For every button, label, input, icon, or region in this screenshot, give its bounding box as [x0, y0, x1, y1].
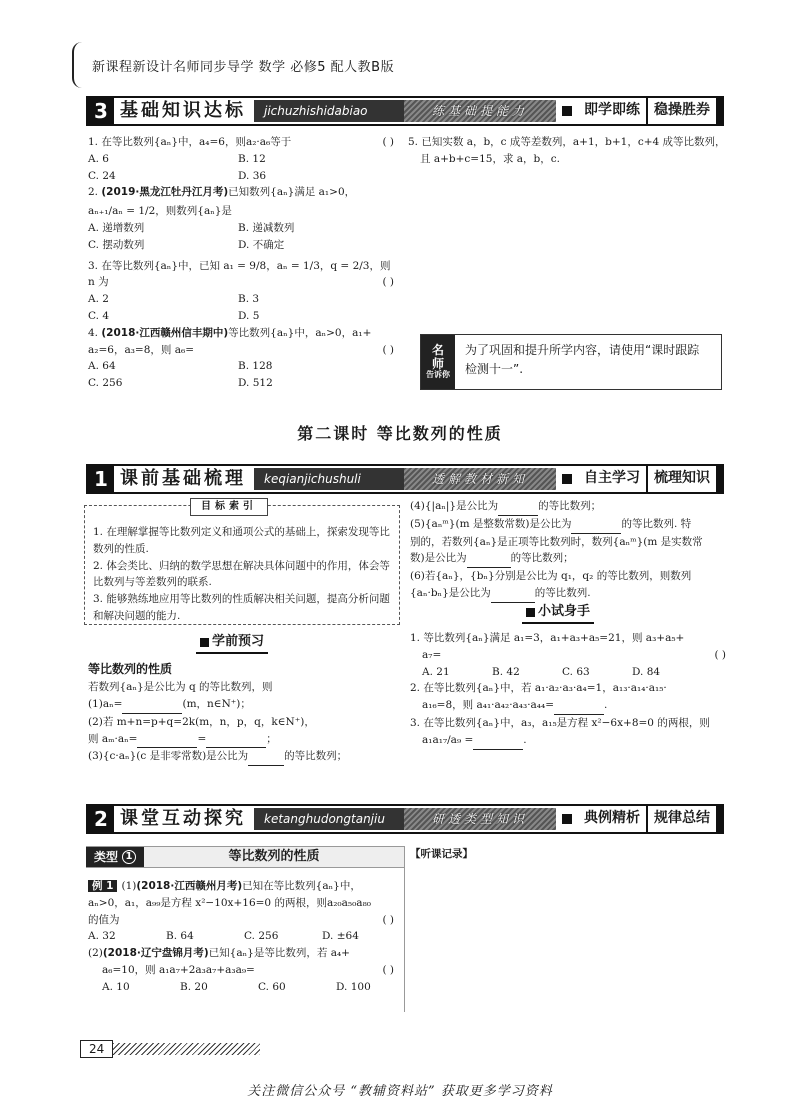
goal-item: 3. 能够熟练地应用等比数列的性质解决相关问题，提高分析问题和解决问题的能力.	[93, 593, 390, 622]
square-icon	[562, 814, 572, 824]
answer-blank	[248, 748, 284, 766]
answer-blank	[571, 516, 621, 534]
section-banner-3	[86, 96, 724, 126]
preview-heading: 学前预习	[196, 632, 268, 654]
square-icon	[562, 106, 572, 116]
footer-pattern	[113, 1043, 260, 1055]
question-2-cont: aₙ₊₁/aₙ = 1/2，则数列{aₙ}是	[88, 205, 232, 218]
square-icon	[526, 608, 535, 617]
property-5: (5){aₙᵐ}(m 是整数常数)是公比为 的等比数列. 特	[410, 516, 726, 534]
options-row: A. 递增数列 B. 递减数列	[88, 221, 295, 234]
question-source: (2019·黑龙江牡丹江月考)	[101, 186, 229, 199]
trial-heading: 小试身手	[522, 602, 594, 624]
property-4: (4){|aₙ|}是公比为 的等比数列；	[410, 498, 726, 516]
answer-blank	[206, 731, 266, 749]
header-brace	[72, 42, 86, 88]
problem-type-title: 等比数列的性质	[228, 848, 320, 864]
question-1: 1. 在等比数列{aₙ}中，a₄=6，则a₂·a₆等于 ( )	[88, 136, 394, 148]
section-title: 课堂互动探究	[120, 808, 246, 830]
preview-content	[88, 660, 398, 766]
options-row: C. 4 D. 5	[88, 309, 260, 322]
question-source: (2018·辽宁盘锦月考)	[102, 947, 209, 960]
example-1: 例 1 (1)(2018·江西赣州月考)已知在等比数列{aₙ}中， aₙ>0，a₁，a₉₉是方程 x²−10x+16=0 的两根，则a₂₀a₅₀a₈₀ 的值为 ( ) A. 32 B. 64 C. 256 D. ±64 (2)(2018·辽宁盘锦月考)已知{aₙ}是等比数列，若 a₄+ a₆=10，则 a₁a₇+2a₃a₇+a₃a₉= ( ) A. 10 B. 20 C. 60 D. 100	[88, 878, 394, 996]
banner-endbar	[716, 806, 722, 832]
page-number-bar	[80, 1040, 260, 1058]
options-row: C. 摆动数列 D. 不确定	[88, 238, 285, 251]
section-number: 3	[88, 98, 114, 124]
section-title: 基础知识达标	[120, 100, 246, 122]
section-motto: 研透类型知识	[404, 808, 556, 830]
section-pinyin: keqianjichushuli	[254, 468, 404, 490]
goal-item: 2. 体会类比、归纳的数学思想在解决具体问题中的作用，体会等比数列与等差数列的联系.	[93, 559, 390, 589]
running-header: 新课程新设计名师同步导学 数学 必修5 配人教B版	[92, 60, 395, 75]
section-tag: 自主学习	[584, 470, 640, 487]
section-number: 2	[88, 806, 114, 832]
section-banner-2	[86, 804, 724, 834]
section-motto: 透解教材新知	[404, 468, 556, 490]
preview-intro: 若数列{aₙ}是公比为 q 的等比数列，则	[88, 681, 273, 694]
options-row: A. 2 B. 3	[88, 293, 260, 306]
answer-blank	[467, 550, 511, 568]
column-divider	[404, 846, 405, 1012]
property-2: (2)若 m+n=p+q=2k(m，n，p，q，k∈N⁺)，	[88, 715, 315, 728]
footer-note: 关注微信公众号 “教辅资料站” 获取更多学习资料	[247, 1084, 553, 1099]
type-number-circle: 1	[122, 850, 136, 864]
section-tag: 梳理知识	[646, 466, 716, 492]
options-row: A. 32 B. 64 C. 256 D. ±64	[88, 930, 359, 943]
question-2: 2. (2019·黑龙江牡丹江月考)已知数列{aₙ}满足 a₁>0，	[88, 186, 356, 199]
section-tag: 典例精析	[584, 810, 640, 827]
options-row: A. 10 B. 20 C. 60 D. 100	[102, 980, 371, 993]
problem-type-tag: 类型 1	[86, 847, 144, 867]
question-4-cont: a₂=6，a₃=8，则 a₆= ( )	[88, 343, 394, 356]
lecture-notes-label: 【听课记录】	[410, 848, 473, 860]
teacher-tip-icon: 名 师 告诉你	[421, 335, 455, 389]
answer-blank	[554, 697, 604, 715]
lesson-title: 第二课时 等比数列的性质	[297, 424, 503, 443]
exercise-list	[88, 134, 394, 392]
trial-questions: 1. 等比数列{aₙ}满足 a₁=3，a₁+a₃+a₅=21，则 a₃+a₅+ a₇= ( ) A. 21 B. 42 C. 63 D. 84 2. 在等比数列{aₙ}中，若 a₁·a₂·a₃·a₄=1，a₁₃·a₁₄·a₁₅· a₁₆=8，则 a₄₁·a₄₂·a₄₃·a₄₄= . 3. 在等比数列{aₙ}中，a₃，a₁₅是方程 x²−6x+8=0 的两根，则 a₁a₁₇/a₉ = .	[410, 630, 726, 750]
question-3-cont: n 为 ( )	[88, 276, 394, 289]
options-row: C. 256 D. 512	[88, 377, 273, 390]
section-pinyin: jichuzhishidabiao	[254, 100, 404, 122]
options-row: C. 24 D. 36	[88, 169, 267, 182]
options-row: A. 64 B. 128	[88, 360, 273, 373]
example-tag: 例 1	[88, 880, 117, 892]
goals-label: 目标索引	[190, 498, 268, 516]
answer-blank	[137, 731, 197, 749]
problem-type-bar	[86, 846, 404, 868]
property-1: (1)aₙ= (m，n∈N⁺)；	[88, 696, 398, 714]
section-tag: 稳操胜券	[646, 98, 716, 124]
answer-blank	[122, 696, 182, 714]
teacher-tip-text: 为了巩固和提升所学内容，请使用“课时跟踪检测十一”.	[465, 343, 700, 377]
teacher-tip-box	[420, 334, 722, 390]
question-4: 4. (2018·江西赣州信丰期中)等比数列{aₙ}中，aₙ>0，a₁+	[88, 326, 372, 339]
preview-topic: 等比数列的性质	[88, 662, 173, 676]
answer-blank	[491, 585, 535, 603]
question-3: 3. 在等比数列{aₙ}中，已知 a₁ = 9/8，aₙ = 1/3，q = 2/3，则	[88, 259, 391, 272]
options-row: A. 6 B. 12	[88, 152, 266, 165]
page-number: 24	[80, 1040, 113, 1058]
section-pinyin: ketanghudongtanjiu	[254, 808, 404, 830]
section-tag: 即学即练	[584, 102, 640, 119]
trial-question-2: 2. 在等比数列{aₙ}中，若 a₁·a₂·a₃·a₄=1，a₁₃·a₁₄·a₁₅·	[410, 682, 667, 695]
learning-goals-box	[84, 505, 400, 625]
banner-endbar	[716, 466, 722, 492]
trial-question-1: 1. 等比数列{aₙ}满足 a₁=3，a₁+a₃+a₅=21，则 a₃+a₅+	[410, 632, 685, 644]
square-icon	[200, 638, 209, 647]
section-motto: 练基础提能力	[404, 100, 556, 122]
answer-blank	[498, 498, 538, 516]
goal-item: 1. 在理解掌握等比数列定义和通项公式的基础上，探索发现等比数列的性质.	[93, 526, 390, 555]
section-title: 课前基础梳理	[120, 468, 246, 490]
preview-content-right: (4){|aₙ|}是公比为 的等比数列； (5){aₙᵐ}(m 是整数常数)是公比为 的等比数列. 特 别的，若数列{aₙ}是正项等比数列时，数列{aₙᵐ}(m 是实数常 数)是公比为 的等比数列； (6)若{aₙ}，{bₙ}分别是公比为 q₁，q₂ 的等比数列，则数列 {aₙ·bₙ}是公比为 的等比数列.	[410, 498, 726, 603]
question-source: (2018·江西赣州信丰期中)	[101, 326, 229, 339]
section-banner-1	[86, 464, 724, 494]
answer-blank	[473, 732, 523, 750]
property-2-cont: 则 aₘ·aₙ= = ；	[88, 731, 398, 749]
property-6: (6)若{aₙ}，{bₙ}分别是公比为 q₁，q₂ 的等比数列，则数列	[410, 570, 692, 583]
banner-endbar	[716, 98, 722, 124]
section-number: 1	[88, 466, 114, 492]
square-icon	[562, 474, 572, 484]
question-5: 5. 已知实数 a，b，c 成等差数列，a+1，b+1，c+4 成等比数列， 且 a+b+c=15，求 a，b，c.	[408, 136, 726, 165]
options-row: A. 21 B. 42 C. 63 D. 84	[422, 665, 661, 678]
trial-question-3: 3. 在等比数列{aₙ}中，a₃，a₁₅是方程 x²−6x+8=0 的两根，则	[410, 716, 710, 729]
section-tag: 规律总结	[646, 806, 716, 832]
property-3: (3){c·aₙ}(c 是非零常数)是公比为 的等比数列；	[88, 748, 398, 766]
question-source: (2018·江西赣州月考)	[136, 880, 243, 892]
